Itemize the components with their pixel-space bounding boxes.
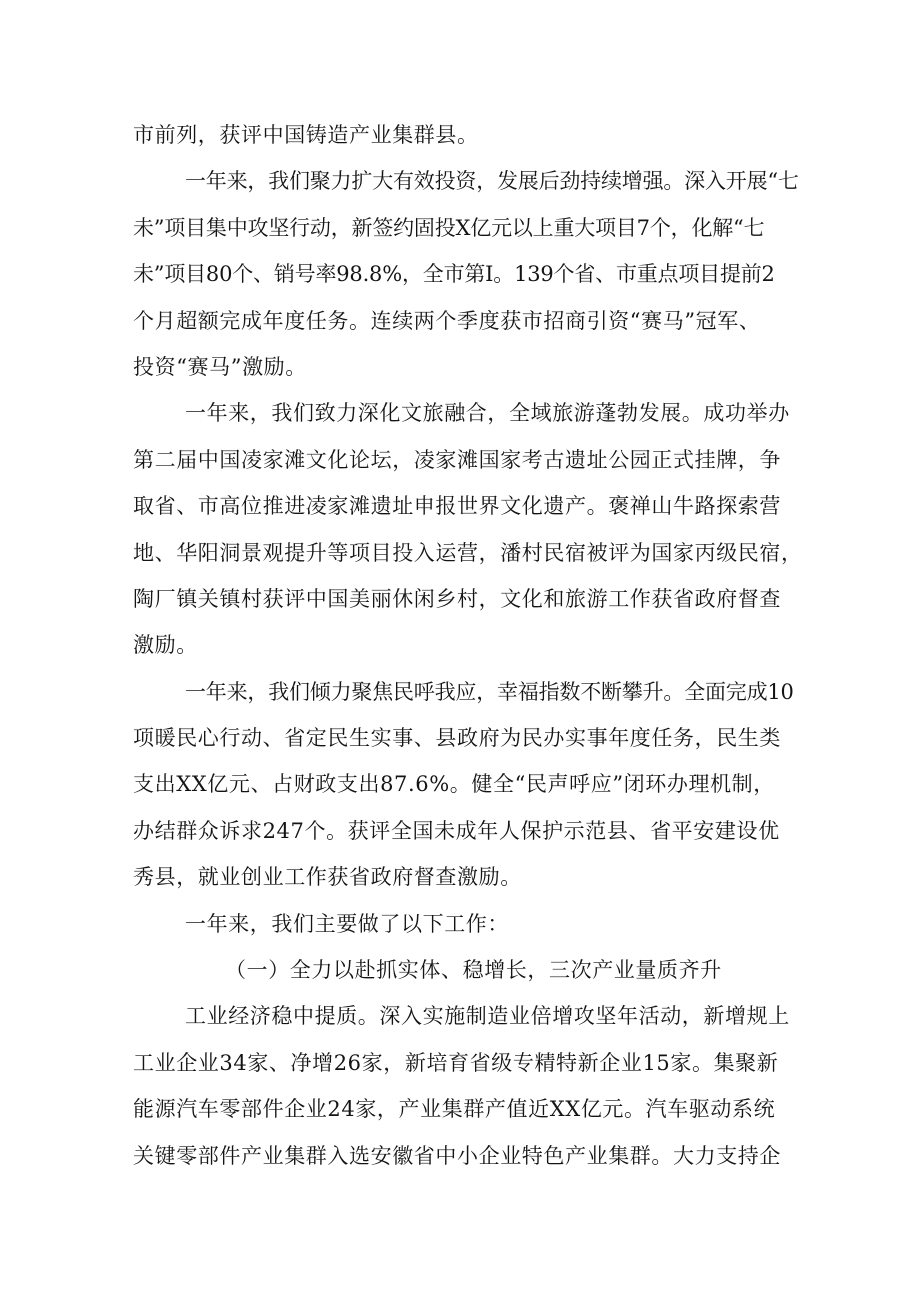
paragraph-line-4: 未”项目80个、销号率98.8%，全市第I。139个省、市重点项目提前2 (133, 262, 775, 287)
paragraph-line-6: 投资“赛马”激励。 (133, 354, 307, 379)
paragraph-line-15: 支出XX亿元、占财政支出87.6%。健全“民声呼应”闭环办理机制， (133, 772, 775, 797)
section-heading: （一）全力以赴抓实体、稳增长，三次产业量质齐升 (225, 958, 722, 983)
paragraph-line-17: 秀县，就业创业工作获省政府督查激励。 (133, 865, 522, 890)
paragraph-line-23: 关键零部件产业集群入选安徽省中小企业特色产业集群。大力支持企 (133, 1143, 781, 1168)
paragraph-line-1: 市前列，获评中国铸造产业集群县。 (133, 123, 479, 147)
paragraph-line-9: 取省、市高位推进凌家滩遗址申报世界文化遗产。褒禅山牛路探索营 (133, 494, 781, 519)
paragraph-line-18: 一年来，我们主要做了以下工作： (185, 911, 509, 936)
paragraph-line-3: 未”项目集中攻坚行动，新签约固投X亿元以上重大项目7个，化解“七 (133, 215, 765, 240)
paragraph-line-16: 办结群众诉求247个。获评全国未成年人保护示范县、省平安建设优 (133, 818, 780, 843)
paragraph-line-5: 个月超额完成年度任务。连续两个季度获市招商引资“赛马”冠军、 (133, 308, 761, 333)
paragraph-line-21: 工业企业34家、净增26家，新培育省级专精特新企业15家。集聚新 (133, 1050, 779, 1075)
paragraph-line-11: 陶厂镇关镇村获评中国美丽休闲乡村，文化和旅游工作获省政府督查 (133, 586, 781, 611)
paragraph-line-20: 工业经济稳中提质。深入实施制造业倍增攻坚年活动，新增规上 (185, 1004, 790, 1029)
document-body (133, 112, 803, 1179)
paragraph-line-10: 地、华阳洞景观提升等项目投入运营，潘村民宿被评为国家丙级民宿， (133, 540, 803, 565)
paragraph-line-22: 能源汽车零部件企业24家，产业集群产值近XX亿元。汽车驱动系统 (133, 1097, 776, 1122)
paragraph-line-13: 一年来，我们倾力聚焦民呼我应，幸福指数不断攀升。全面完成10 (185, 679, 794, 704)
paragraph-line-14: 项暖民心行动、省定民生实事、县政府为民办实事年度任务，民生类 (133, 726, 781, 751)
paragraph-line-2: 一年来，我们聚力扩大有效投资，发展后劲持续增强。深入开展“七 (185, 169, 799, 194)
paragraph-line-7: 一年来，我们致力深化文旅融合，全域旅游蓬勃发展。成功举办 (185, 401, 790, 426)
paragraph-line-8: 第二届中国凌家滩文化论坛，凌家滩国家考古遗址公园正式挂牌，争 (133, 447, 781, 472)
paragraph-line-12: 激励。 (133, 633, 198, 658)
